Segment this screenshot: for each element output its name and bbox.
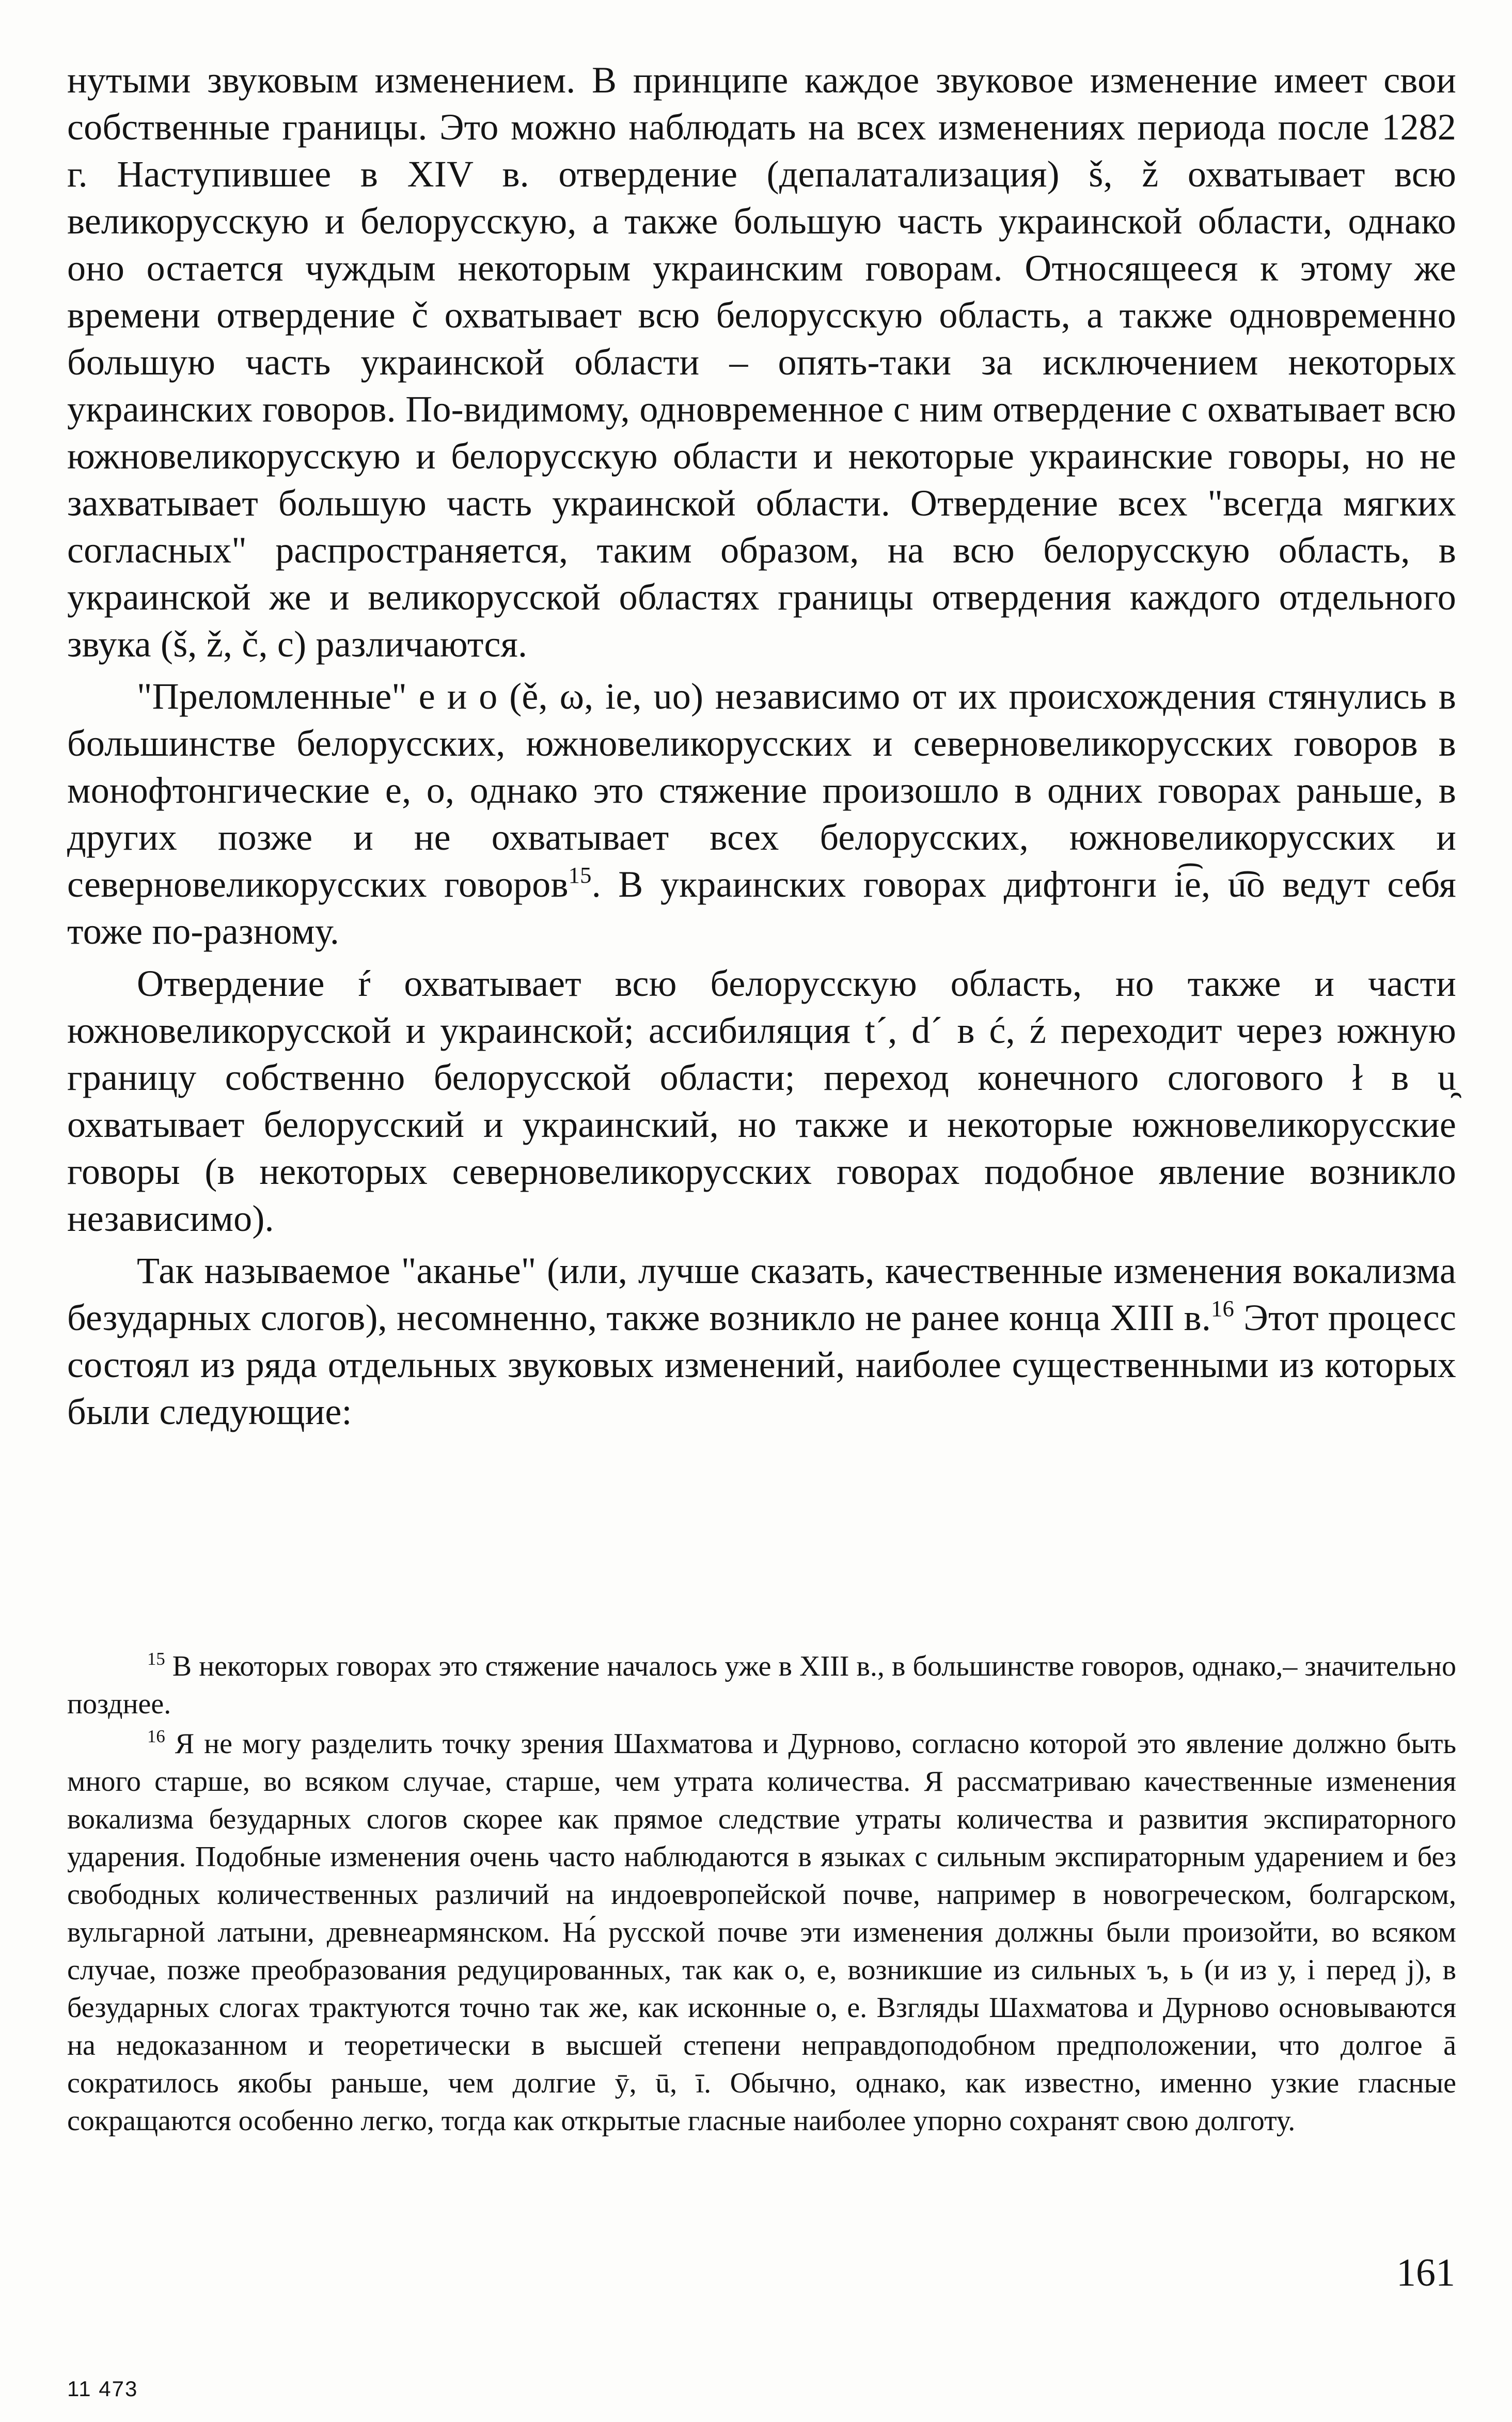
paragraph-4-tail: Этот процесс состоял из ряда отдельных звуковых изменений, наиболее существенными из которых были следующие: <box>67 1297 1456 1432</box>
paragraph-2 <box>67 673 1456 955</box>
footnote-mark: 16 <box>147 1726 165 1747</box>
footnote-15 <box>67 1648 1456 1723</box>
footnote-ref-16[interactable]: 16 <box>1211 1295 1235 1322</box>
paragraph-2-text: "Преломленные" е и о (ě, ω, ie, uo) независимо от их происхождения стянулись в большинстве белорусских, южновеликорусских и северновеликорусских говоров в монофтонгические е, о, однако это стяжение произошло в одних говорах раньше, в других позже и не охватывает всех белорусских, южновеликорусских и северновеликорусских говоров <box>67 676 1456 905</box>
printer-signature: 11 473 <box>67 2377 138 2401</box>
paragraph-2-tail: . В украинских говорах дифтонги i͡e, u͡o ведут себя тоже по-разному. <box>67 864 1456 952</box>
paragraph-4-text: Так называемое "аканье" (или, лучше сказать, качественные изменения вокализма безударных слогов), несомненно, также возникло не ранее конца XIII в. <box>67 1250 1456 1338</box>
footnote-text: Я не могу разделить точку зрения Шахматова и Дурново, согласно которой это явление должно быть много старше, во всяком случае, старше, чем утрата количества. Я рассматриваю качественные изменения вокализма безударных слогов скорее как прямое следствие утраты количества и развития экспираторного ударения. Подобные изменения очень часто наблюдаются в языках с сильным экспираторным ударением и без свободных количественных различий на индоевропейской почве, например в новогреческом, болгарском, вульгарной латыни, древнеармянском. На́ русской почве эти изменения должны были произойти, во всяком случае, позже преобразования редуцированных, так как о, е, возникшие из сильных ъ, ь (и из у, i перед j), в безударных слогах трактуются точно так же, как исконные о, е. Взгляды Шахматова и Дурново основываются на недоказанном и теоретически в высшей степени неправдоподобном предположении, что долгое ā сократилось якобы раньше, чем долгие ȳ, ū, ī. Обычно, однако, как известно, именно узкие гласные сокращаются особенно легко, тогда как открытые гласные наиболее упорно сохранят свою долготу. <box>67 1728 1456 2137</box>
footnote-16 <box>67 1725 1456 2140</box>
paragraph-4 <box>67 1247 1456 1435</box>
main-text <box>67 57 1456 1435</box>
paragraph-3: Отвердение ŕ охватывает всю белорусскую область, но также и части южновеликорусской и украинской; ассибиляция t´, d´ в ć, ź переходит через южную границу собственно белорусской области; переход конечного слогового ł в u̯ охватывает белорусский и украинский, но также и некоторые южновеликорусские говоры (в некоторых северновеликорусских говорах подобное явление возникло независимо). <box>67 963 1456 1239</box>
footnotes <box>67 1648 1456 2140</box>
footnote-ref-15[interactable]: 15 <box>568 862 592 888</box>
footnote-text: В некоторых говорах это стяжение началось уже в XIII в., в большинстве говоров, однако,– значительно позднее. <box>67 1650 1456 1720</box>
footnote-mark: 15 <box>147 1649 165 1669</box>
page-number: 161 <box>1396 2251 1455 2294</box>
paragraph-1: нутыми звуковым изменением. В принципе каждое звуковое изменение имеет свои собственные границы. Это можно наблюдать на всех изменениях периода после 1282 г. Наступившее в XIV в. отвердение (депалатализация) š, ž охватывает всю великорусскую и белорусскую, а также большую часть украинской области, однако оно остается чуждым некоторым украинским говорам. Относящееся к этому же времени отвердение č охватывает всю белорусскую область, а также одновременно большую часть украинской области – опять-таки за исключением некоторых украинских говоров. По-видимому, одновременное с ним отвердение с охватывает всю южновеликорусскую и белорусскую области и некоторые украинские говоры, но не захватывает большую часть украинской области. Отвердение всех "всегда мягких согласных" распространяется, таким образом, на всю белорусскую область, в украинской же и великорусской областях границы отвердения каждого отдельного звука (š, ž, č, c) различаются. <box>67 59 1456 665</box>
